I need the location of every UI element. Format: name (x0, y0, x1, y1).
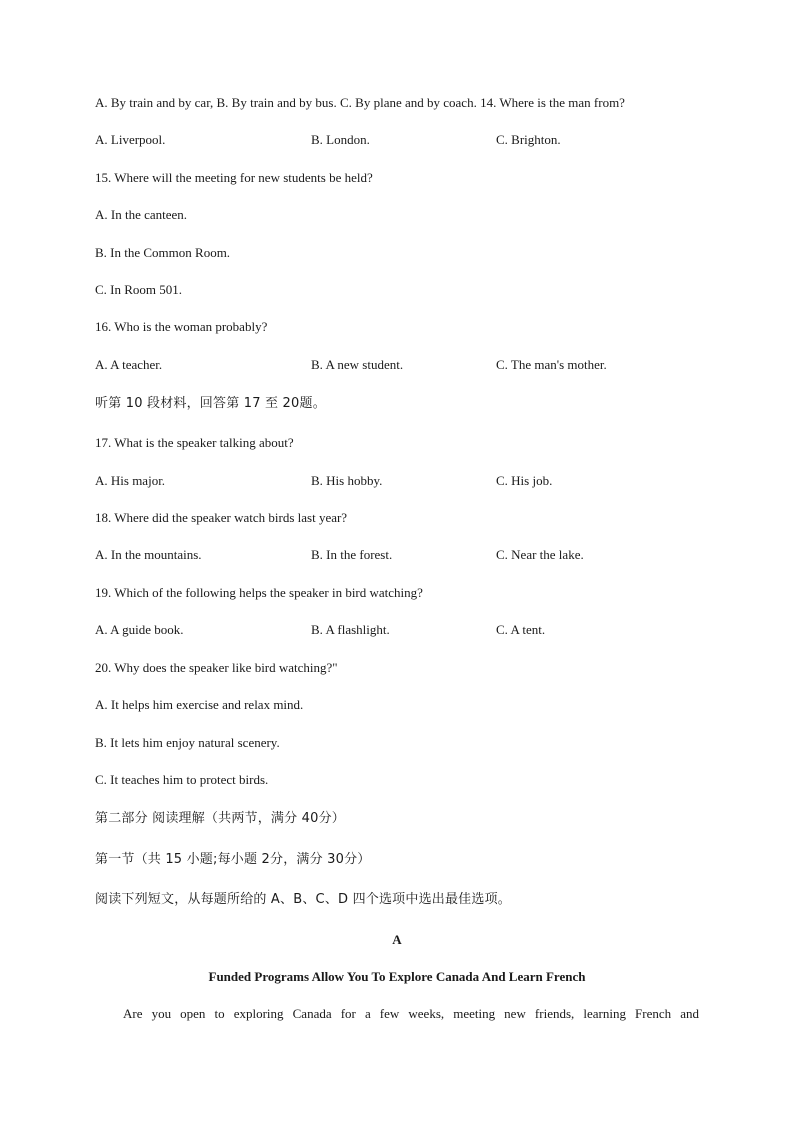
q16-question: 16. Who is the woman probably? (95, 319, 268, 334)
option-c: C. The man's mother. (496, 357, 607, 372)
q18-question: 18. Where did the speaker watch birds last year? (95, 510, 348, 525)
q15-option-b: B. In the Common Room. (95, 245, 231, 260)
option-c: C. Near the lake. (496, 547, 584, 562)
reading-instruction: 阅读下列短文，从每题所给的 A、B、C、D 四个选项中选出最佳选项。 (95, 892, 511, 907)
option-b: B. A flashlight. (311, 622, 390, 637)
q19-options (0, 622, 794, 638)
q15-option-c: C. In Room 501. (95, 282, 183, 297)
option-a: A. In the mountains. (95, 547, 202, 562)
passage-paragraph: Are you open to exploring Canada for a few weeks, meeting new friends, learning French and (123, 1006, 699, 1021)
q18-options (0, 547, 794, 563)
q15-option-a: A. In the canteen. (95, 207, 188, 222)
option-b: B. A new student. (311, 357, 404, 372)
option-b: B. London. (311, 132, 370, 147)
q17-options (0, 473, 794, 489)
option-c: C. Brighton. (496, 132, 561, 147)
section10-instruction: 听第 10 段材料，回答第 17 至 20题。 (95, 396, 326, 411)
q13-options-and-q14-question: A. By train and by car, B. By train and by bus. C. By plane and by coach. 14. Where is the man from? (95, 95, 625, 110)
passage-title: Funded Programs Allow You To Explore Canada And Learn French (208, 969, 586, 984)
q17-question: 17. What is the speaker talking about? (95, 435, 294, 450)
q15-question: 15. Where will the meeting for new students be held? (95, 170, 373, 185)
q16-options (0, 357, 794, 373)
q20-option-c: C. It teaches him to protect birds. (95, 772, 269, 787)
option-b: B. In the forest. (311, 547, 393, 562)
option-a: A. A teacher. (95, 357, 163, 372)
q20-option-a: A. It helps him exercise and relax mind. (95, 697, 304, 712)
q20-option-b: B. It lets him enjoy natural scenery. (95, 735, 280, 750)
option-a: A. A guide book. (95, 622, 184, 637)
passage-label: A (392, 932, 402, 947)
option-b: B. His hobby. (311, 473, 383, 488)
part2-heading: 第二部分 阅读理解（共两节，满分 40分） (95, 811, 346, 826)
section1-heading: 第一节（共 15 小题;每小题 2分，满分 30分） (95, 852, 371, 867)
option-c: C. His job. (496, 473, 553, 488)
option-a: A. Liverpool. (95, 132, 166, 147)
q14-options (0, 132, 794, 148)
q20-question: 20. Why does the speaker like bird watching?" (95, 660, 338, 675)
option-a: A. His major. (95, 473, 166, 488)
option-c: C. A tent. (496, 622, 546, 637)
q19-question: 19. Which of the following helps the speaker in bird watching? (95, 585, 423, 600)
